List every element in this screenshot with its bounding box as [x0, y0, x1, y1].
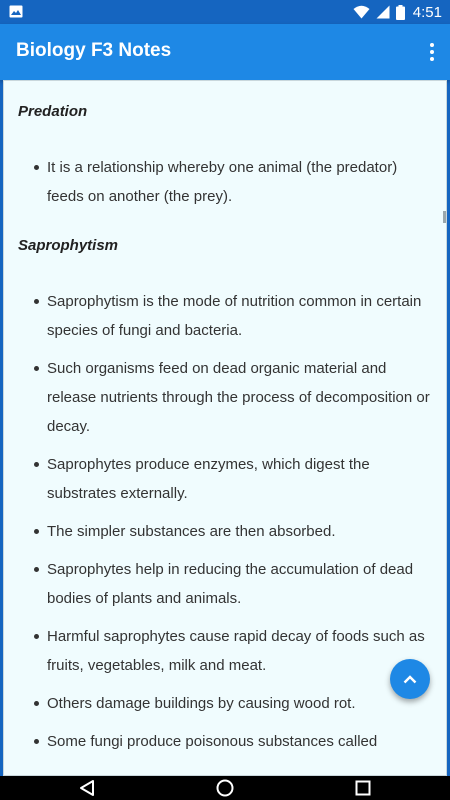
list-item: Saprophytes produce enzymes, which digest the substrates externally. — [18, 450, 432, 508]
scroll-to-top-button[interactable] — [390, 659, 430, 699]
list-item: Saprophytes help in reducing the accumulation of dead bodies of plants and animals. — [18, 555, 432, 613]
notes-content[interactable] — [3, 80, 447, 776]
status-time: 4:51 — [412, 3, 442, 21]
list-item: Saprophytism is the mode of nutrition common in certain species of fungi and bacteria. — [18, 287, 432, 345]
back-button[interactable] — [78, 779, 96, 797]
list-item: Others damage buildings by causing wood rot. — [18, 689, 432, 718]
back-icon — [79, 779, 95, 797]
list-item: The simpler substances are then absorbed. — [18, 517, 432, 546]
home-icon — [216, 779, 234, 797]
home-button[interactable] — [216, 779, 234, 797]
saprophytism-list — [18, 287, 432, 756]
battery-icon — [396, 5, 405, 20]
section-heading-predation: Predation — [18, 103, 88, 120]
more-vert-icon[interactable] — [426, 40, 438, 64]
recents-button[interactable] — [354, 779, 372, 797]
image-icon — [9, 5, 23, 18]
predation-list — [18, 153, 432, 211]
navigation-bar — [0, 776, 450, 800]
section-heading-saprophytism: Saprophytism — [18, 237, 119, 254]
list-item: Harmful saprophytes cause rapid decay of foods such as fruits, vegetables, milk and meat. — [18, 622, 432, 680]
list-item: It is a relationship whereby one animal (the predator) feeds on another (the prey). — [18, 153, 432, 211]
app-bar — [0, 24, 450, 80]
list-item: Some fungi produce poisonous substances called — [18, 727, 432, 756]
scroll-indicator[interactable] — [443, 211, 446, 223]
app-title: Biology F3 Notes — [16, 40, 172, 61]
signal-icon — [376, 5, 390, 19]
chevron-up-icon — [403, 674, 417, 684]
status-bar — [0, 0, 450, 24]
recents-icon — [355, 780, 371, 796]
wifi-icon — [353, 5, 370, 19]
list-item: Such organisms feed on dead organic material and release nutrients through the process of decomposition or decay. — [18, 354, 432, 441]
